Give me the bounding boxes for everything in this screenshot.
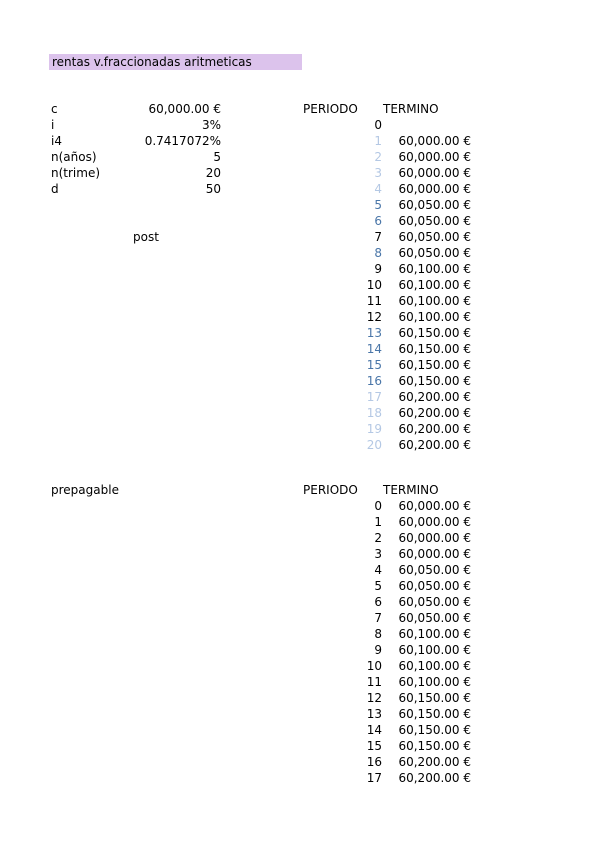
param-value: 50 (205, 182, 221, 196)
period-number: 10 (366, 659, 382, 673)
period-number: 1 (374, 515, 382, 529)
term-value: 60,200.00 € (398, 438, 471, 452)
period-number: 1 (374, 134, 382, 148)
period-number: 17 (366, 390, 382, 404)
term-value: 60,200.00 € (398, 771, 471, 785)
term-value: 60,100.00 € (398, 294, 471, 308)
period-number: 13 (366, 707, 382, 721)
period-number: 9 (374, 643, 382, 657)
period-number: 5 (374, 579, 382, 593)
period-number: 8 (374, 627, 382, 641)
period-number: 18 (366, 406, 382, 420)
term-value: 60,150.00 € (398, 691, 471, 705)
term-value: 60,100.00 € (398, 278, 471, 292)
prepagable-label: prepagable (51, 483, 119, 497)
term-value: 60,100.00 € (398, 675, 471, 689)
param-value: 60,000.00 € (148, 102, 221, 116)
param-label: i4 (51, 134, 62, 148)
period-number: 17 (366, 771, 382, 785)
term-value: 60,100.00 € (398, 310, 471, 324)
period-number: 11 (366, 675, 382, 689)
term-value: 60,150.00 € (398, 374, 471, 388)
period-number: 11 (366, 294, 382, 308)
term-value: 60,050.00 € (398, 611, 471, 625)
param-label: n(trime) (51, 166, 101, 180)
param-value: 0.7417072% (144, 134, 221, 148)
term-value: 60,050.00 € (398, 563, 471, 577)
period-number: 19 (366, 422, 382, 436)
term-value: 60,200.00 € (398, 390, 471, 404)
period-number: 12 (366, 691, 382, 705)
param-label: i (51, 118, 55, 132)
term-value: 60,000.00 € (398, 150, 471, 164)
period-number: 20 (366, 438, 382, 452)
period-number: 3 (374, 547, 382, 561)
period-number: 14 (366, 342, 382, 356)
term-value: 60,050.00 € (398, 230, 471, 244)
term-value: 60,150.00 € (398, 358, 471, 372)
period-number: 8 (374, 246, 382, 260)
term-value: 60,000.00 € (398, 515, 471, 529)
term-value: 60,100.00 € (398, 262, 471, 276)
term-value: 60,200.00 € (398, 755, 471, 769)
term-value: 60,050.00 € (398, 246, 471, 260)
period-number: 2 (374, 531, 382, 545)
term-value: 60,000.00 € (398, 182, 471, 196)
period-number: 9 (374, 262, 382, 276)
term-value: 60,100.00 € (398, 659, 471, 673)
term-value: 60,050.00 € (398, 579, 471, 593)
term-value: 60,050.00 € (398, 198, 471, 212)
period-number: 16 (366, 755, 382, 769)
term-value: 60,100.00 € (398, 643, 471, 657)
term-value: 60,150.00 € (398, 326, 471, 340)
sheet-title: rentas v.fraccionadas aritmeticas (52, 55, 252, 69)
param-label: n(años) (51, 150, 97, 164)
param-value: 3% (201, 118, 221, 132)
period-number: 5 (374, 198, 382, 212)
prep-termino-header: TERMINO (383, 483, 439, 497)
prep-periodo-header: PERIODO (303, 483, 358, 497)
term-value: 60,000.00 € (398, 531, 471, 545)
period-number: 14 (366, 723, 382, 737)
param-value: 5 (213, 150, 221, 164)
period-number: 12 (366, 310, 382, 324)
param-value: 20 (205, 166, 221, 180)
post-periodo-header: PERIODO (303, 102, 358, 116)
term-value: 60,150.00 € (398, 707, 471, 721)
period-number: 15 (366, 358, 382, 372)
period-number: 10 (366, 278, 382, 292)
period-number: 6 (374, 214, 382, 228)
term-value: 60,200.00 € (398, 406, 471, 420)
period-number: 16 (366, 374, 382, 388)
period-number: 0 (374, 118, 382, 132)
term-value: 60,000.00 € (398, 547, 471, 561)
term-value: 60,150.00 € (398, 739, 471, 753)
period-number: 3 (374, 166, 382, 180)
period-number: 7 (374, 230, 382, 244)
term-value: 60,150.00 € (398, 342, 471, 356)
term-value: 60,100.00 € (398, 627, 471, 641)
term-value: 60,000.00 € (398, 134, 471, 148)
period-number: 4 (374, 182, 382, 196)
term-value: 60,150.00 € (398, 723, 471, 737)
period-number: 13 (366, 326, 382, 340)
term-value: 60,200.00 € (398, 422, 471, 436)
term-value: 60,000.00 € (398, 166, 471, 180)
term-value: 60,000.00 € (398, 499, 471, 513)
period-number: 6 (374, 595, 382, 609)
period-number: 4 (374, 563, 382, 577)
period-number: 2 (374, 150, 382, 164)
term-value: 60,050.00 € (398, 595, 471, 609)
period-number: 15 (366, 739, 382, 753)
post-termino-header: TERMINO (383, 102, 439, 116)
period-number: 0 (374, 499, 382, 513)
post-label: post (133, 230, 159, 244)
term-value: 60,050.00 € (398, 214, 471, 228)
param-label: d (51, 182, 59, 196)
param-label: c (51, 102, 58, 116)
period-number: 7 (374, 611, 382, 625)
